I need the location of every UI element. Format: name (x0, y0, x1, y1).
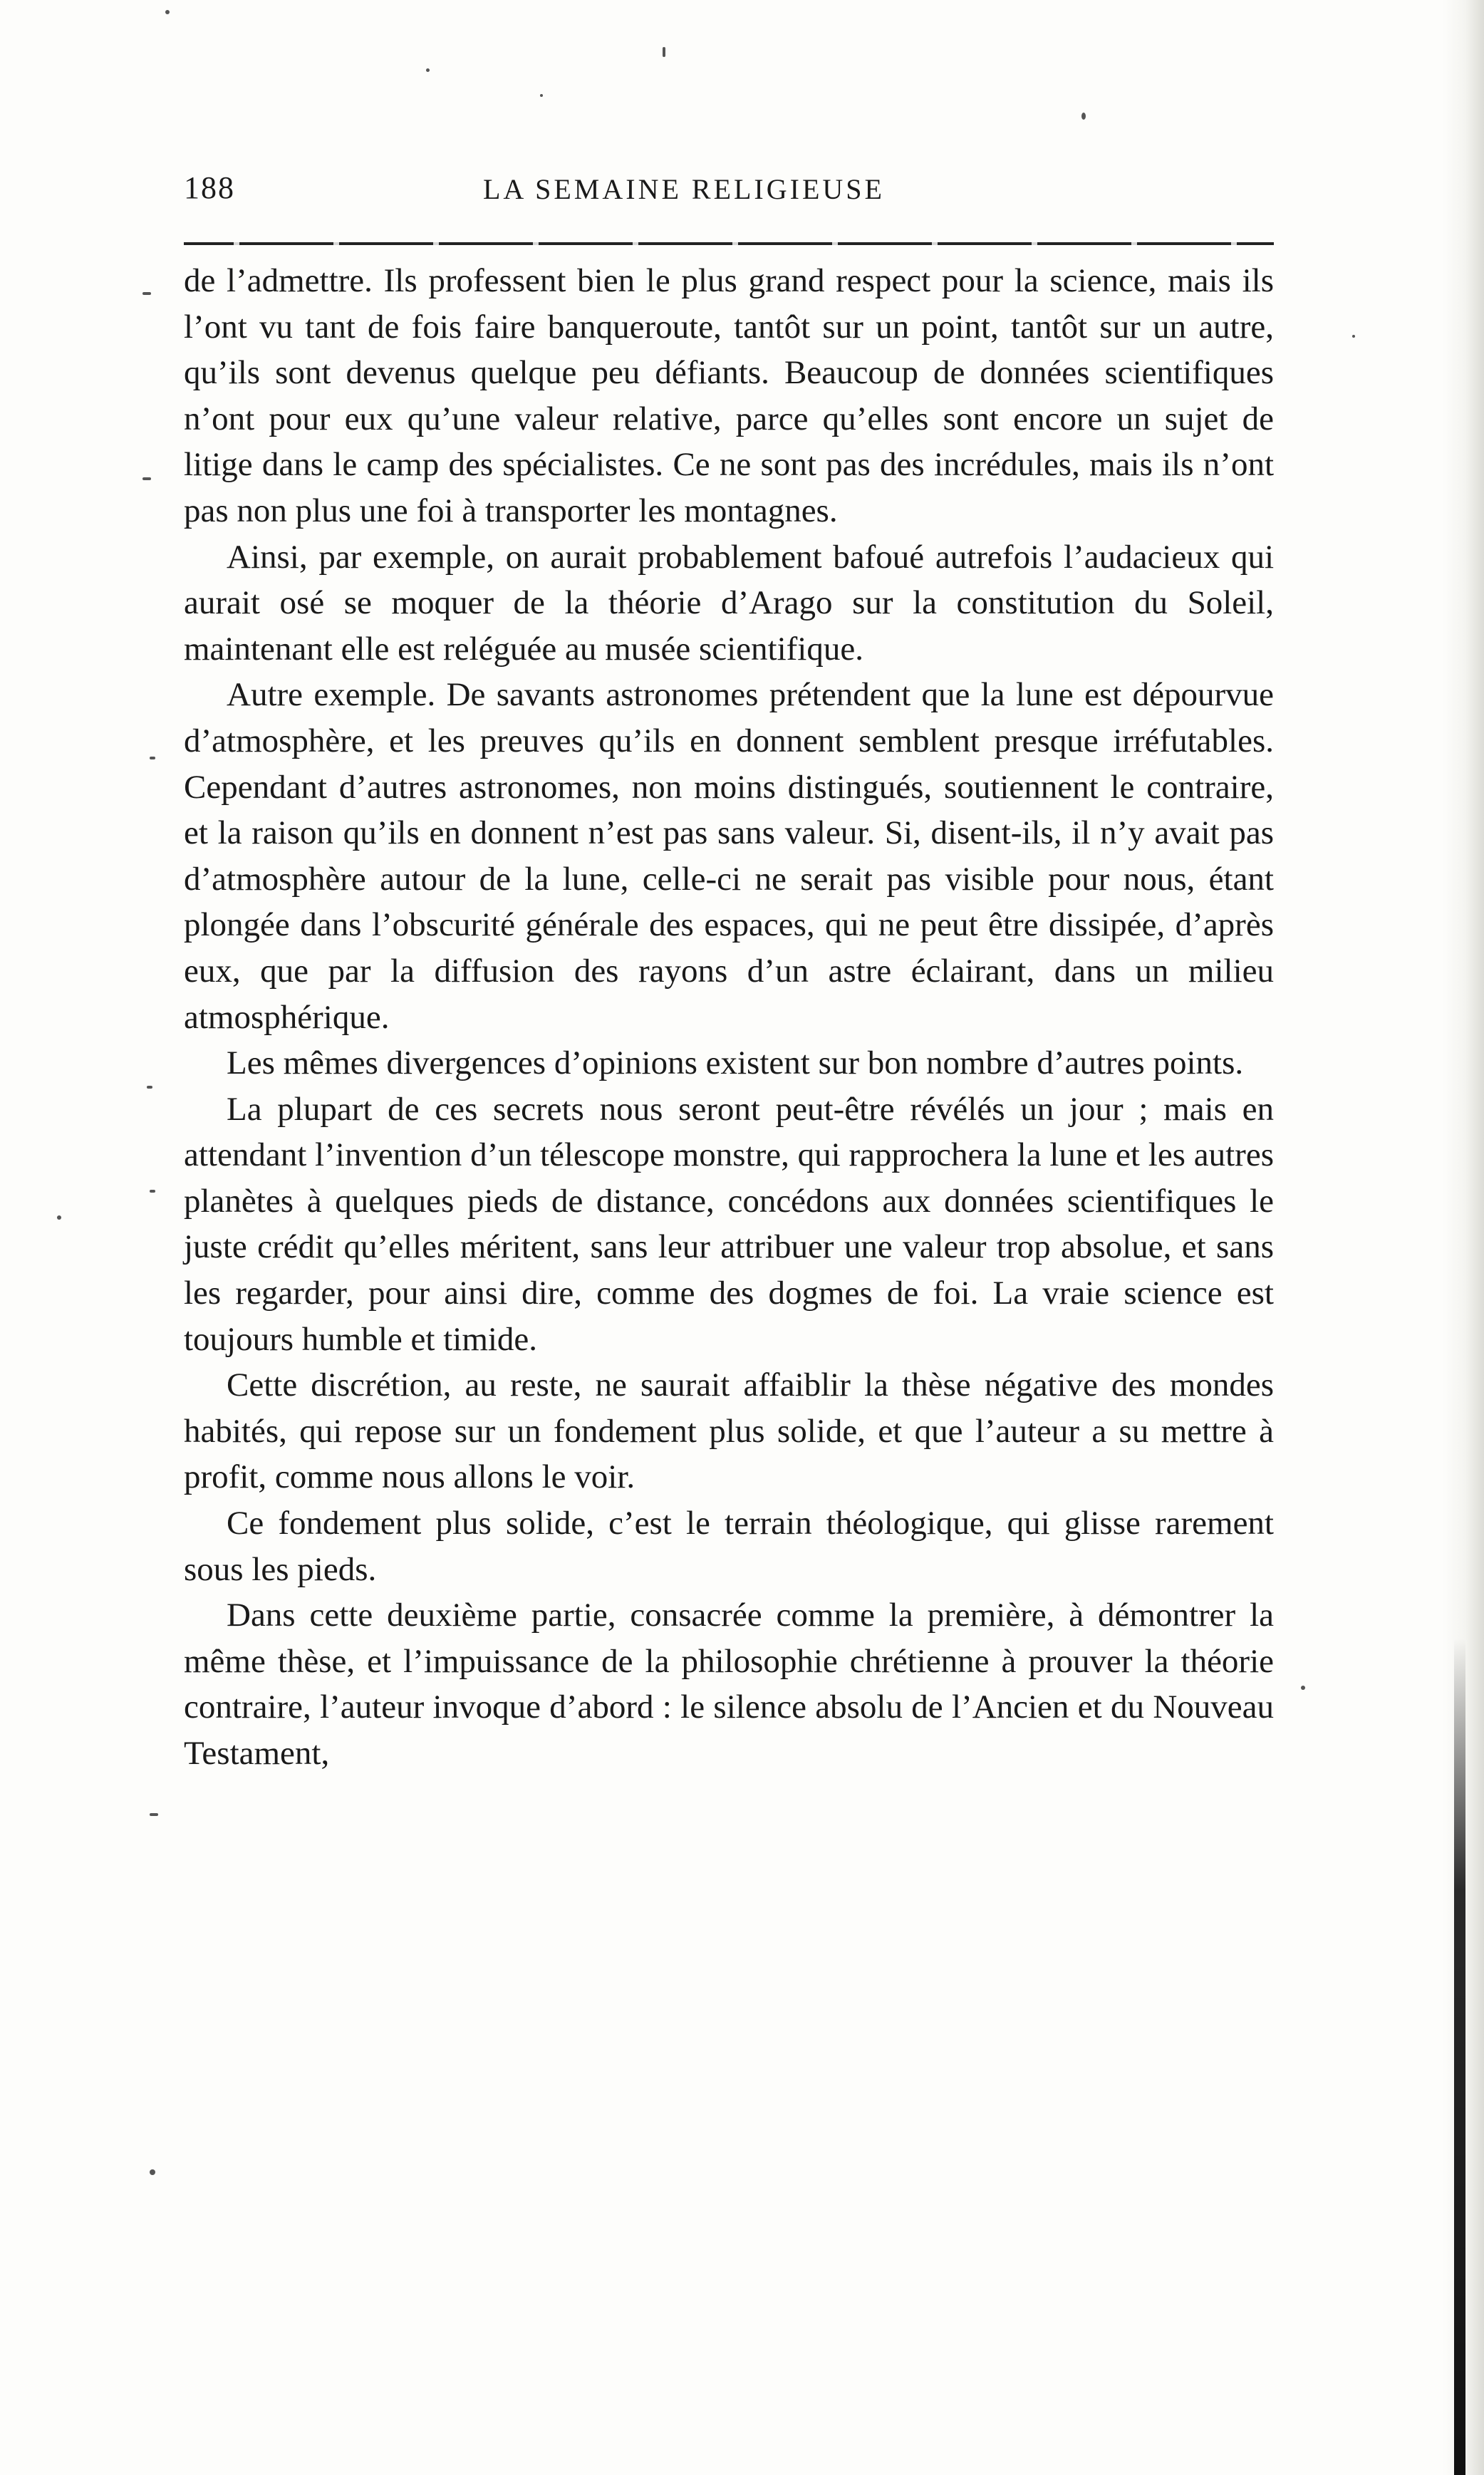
body-text (184, 258, 1274, 1777)
paragraph-7: Ce fondement plus solide, c’est le terrain théologique, qui glisse rarement sous les pieds. (184, 1505, 1274, 1588)
paragraph-6: Cette discrétion, au reste, ne saurait affaiblir la thèse négative des mondes habités, qui repose sur un fondement plus solide, et que l’auteur a su mettre à profit, comme nous allons le voir. (184, 1366, 1274, 1496)
paragraph-8: Dans cette deuxième partie, consacrée comme la première, à démontrer la même thèse, et l’impuissance de la philosophie chrétienne à prouver la théorie contraire, l’auteur invoque d’abord : le silence absolu de l’Ancien et du Nouveau Testament, (184, 1597, 1274, 1772)
header-rule (184, 242, 1274, 245)
paragraph-3: Autre exemple. De savants astronomes prétendent que la lune est dépourvue d’atmosphère, et les preuves qu’ils en donnent semblent presque irréfutables. Cependant d’autres astronomes, non moins distingués, soutiennent le contraire, et la raison qu’ils en donnent n’est pas sans valeur. Si, disent-ils, il n’y avait pas d’atmosphère autour de la lune, celle-ci ne serait pas visible pour nous, étant plongée dans l’obscurité générale des espaces, qui ne peut être dissipée, d’après eux, que par la diffusion des rayons d’un astre éclairant, dans un milieu atmosphérique. (184, 676, 1274, 1036)
paragraph-2: Ainsi, par exemple, on aurait probablement bafoué autrefois l’audacieux qui aurait osé se moquer de la théorie d’Arago sur la constitution du Soleil, maintenant elle est reléguée au musée scientifique. (184, 538, 1274, 668)
paragraph-4: Les mêmes divergences d’opinions existent sur bon nombre d’autres points. (227, 1044, 1244, 1082)
running-head: LA SEMAINE RELIGIEUSE (483, 173, 885, 205)
binding-shadow (1454, 1639, 1465, 2475)
paragraph-1: de l’admettre. Ils professent bien le plus grand respect pour la science, mais ils l’ont vu tant de fois faire banqueroute, tantôt sur un point, tantôt sur un autre, qu’ils sont devenus quelque peu défiants. Beaucoup de données scientifiques n’ont pour eux qu’une valeur relative, parce qu’elles sont encore un sujet de litige dans le camp des spécialistes. Ce ne sont pas des incrédules, mais ils n’ont pas non plus une foi à transporter les montagnes. (184, 262, 1274, 529)
page-header (184, 170, 1274, 219)
paragraph-5: La plupart de ces secrets nous seront peut-être révélés un jour ; mais en attendant l’invention d’un télescope monstre, qui rapprochera la lune et les autres planètes à quelques pieds de distance, concédons aux données scientifiques le juste crédit qu’elles méritent, sans leur attribuer une valeur trop absolue, et sans les regarder, pour ainsi dire, comme des dogmes de foi. La vraie science est toujours humble et timide. (184, 1090, 1274, 1358)
page-number: 188 (184, 170, 235, 205)
